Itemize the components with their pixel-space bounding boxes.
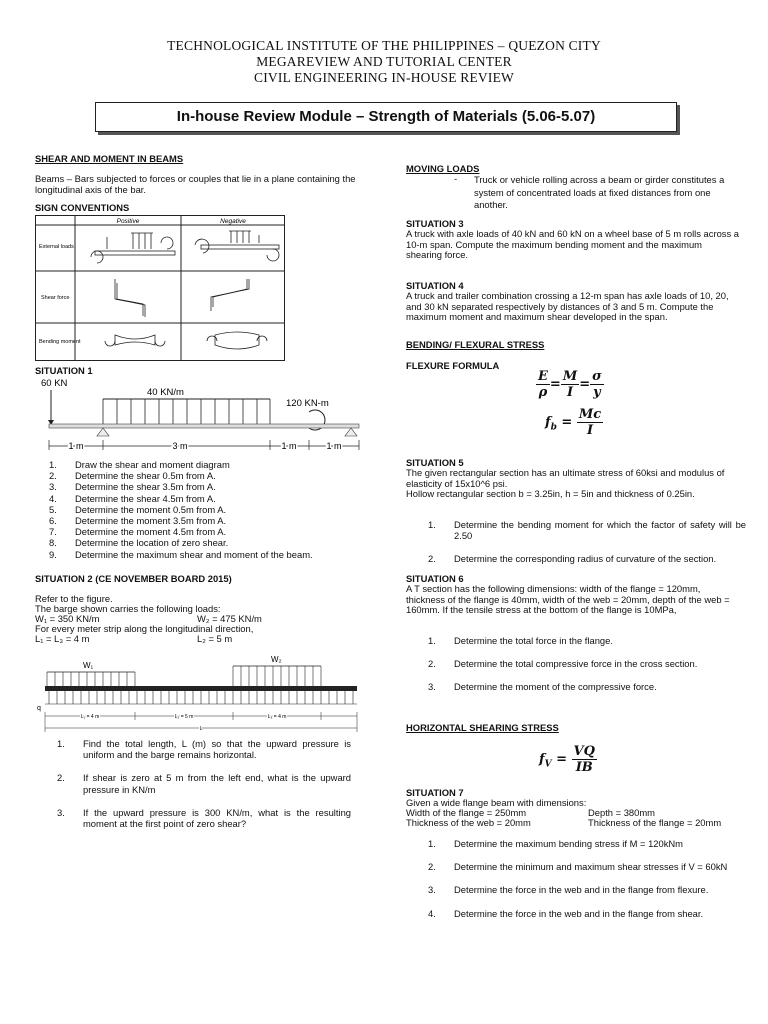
situation-5-heading: SITUATION 5 (406, 457, 464, 468)
list-item: 9. Determine the maximum shear and moment of the beam. (49, 548, 313, 560)
list-item: 3. Determine the shear 3.5m from A. (49, 481, 216, 493)
sit2-w2: W₂ = 475 KN/m (197, 613, 262, 624)
bending-stress-heading: BENDING/ FLEXURAL STRESS (406, 339, 545, 350)
situation-6-heading: SITUATION 6 (406, 573, 464, 584)
situation-2-barge-figure (35, 650, 365, 734)
dim-l2: L₂ = 5 m (174, 714, 194, 720)
center-name: MEGAREVIEW AND TUTORIAL CENTER (256, 54, 512, 69)
situation-7-dim-3: Thickness of the web = 20mm (406, 817, 531, 828)
sign-conventions-heading: SIGN CONVENTIONS (35, 202, 130, 213)
situation-7-questions (406, 838, 746, 931)
table-row-bending: Bending moment (39, 339, 81, 345)
q-label: q (37, 705, 41, 712)
point-load-label: 60 KN (41, 378, 68, 389)
w1-label: W₁ (83, 661, 94, 670)
dim-l1: L₁ = 4 m (80, 714, 100, 720)
situation-7-dim-4: Thickness of the flange = 20mm (588, 817, 722, 828)
flexure-equation-1: $\frac{E}{\rho}$ = $\frac{M}{I}$ = $\frac{\sigma}{y}$ (538, 369, 602, 400)
list-item: 2. Determine the shear 0.5m from A. (49, 470, 216, 482)
horizontal-shearing-heading: HORIZONTAL SHEARING STRESS (406, 722, 559, 733)
dim-2: 3 m (172, 441, 188, 451)
situation-5-text-1: The given rectangular section has an ultimate stress of 60ksi and modulus of elasticity of 15x10^6 psi. (406, 467, 725, 489)
table-col-positive: Positive (116, 218, 140, 225)
list-item: 2. If shear is zero at 5 m from the left end, what is the upward pressure in KN/m (57, 772, 351, 795)
sit2-intro-2: The barge shown carries the following loads: (35, 603, 221, 614)
sit2-l1: L₁ = L₃ = 4 m (35, 633, 90, 644)
situation-7-dim-1: Width of the flange = 250mm (406, 807, 527, 818)
situation-5-text-2: Hollow rectangular section b = 3.25in, h = 5in and thickness of 0.25in. (406, 488, 695, 499)
sit2-intro-1: Refer to the figure. (35, 593, 113, 604)
module-title: In-house Review Module – Strength of Materials (5.06-5.07) (95, 102, 677, 132)
list-item: 2. Determine the total compressive force in the cross section. (428, 658, 698, 670)
list-item: 1. Draw the shear and moment diagram (49, 459, 230, 470)
institute-name: TECHNOLOGICAL INSTITUTE OF THE PHILIPPINES – QUEZON CITY (167, 38, 601, 53)
list-item: 1. Determine the total force in the flange. (428, 635, 613, 646)
dim-l3: L₃ = 4 m (267, 714, 287, 720)
beams-definition: Beams – Bars subjected to forces or couples that lie in a plane containing the longitudinal axis of the bar. (35, 173, 356, 195)
moving-loads-heading: MOVING LOADS (406, 163, 480, 174)
situation-1-heading: SITUATION 1 (35, 365, 93, 376)
situation-2-heading: SITUATION 2 (CE NOVEMBER BOARD 2015) (35, 573, 232, 584)
situation-6-text: A T section has the following dimensions: width of the flange = 120mm, thickness of the flange is 40mm, width of the web = 20mm, depth of the web = 160mm. If the tensile stress at the bottom of the flange is 10MPa, (406, 583, 730, 616)
distributed-load-label: 40 KN/m (147, 387, 184, 398)
list-item: 1. Determine the bending moment for which the factor of safety will be 2.50 (428, 519, 746, 542)
table-row-shear: Shear force (41, 295, 70, 301)
situation-7-intro: Given a wide flange beam with dimensions: (406, 797, 587, 808)
list-item: 3. Determine the moment of the compressive force. (428, 681, 657, 693)
situation-6-questions (406, 635, 746, 705)
moving-loads-dash: - (454, 173, 458, 184)
list-item: 4. Determine the force in the web and in the flange from shear. (428, 907, 704, 919)
situation-7-heading: SITUATION 7 (406, 787, 464, 798)
table-col-negative: Negative (220, 218, 246, 225)
sit2-intro-3: For every meter strip along the longitudinal direction, (35, 623, 254, 634)
list-item: 7. Determine the moment 4.5m from A. (49, 526, 227, 538)
moment-load-label: 120 KN-m (286, 398, 329, 409)
list-item: 3. If the upward pressure is 300 KN/m, what is the resulting moment at the first point of zero shear? (57, 806, 351, 830)
situation-4-heading: SITUATION 4 (406, 280, 464, 291)
list-item: 6. Determine the moment 3.5m from A. (49, 515, 227, 527)
review-name: CIVIL ENGINEERING IN-HOUSE REVIEW (254, 70, 514, 85)
list-item: 2. Determine the corresponding radius of curvature of the section. (428, 553, 717, 565)
list-item: 1. Find the total length, L (m) so that the upward pressure is uniform and the barge remains horizontal. (57, 738, 351, 761)
list-item: 8. Determine the location of zero shear. (49, 537, 229, 549)
moving-loads-text: Truck or vehicle rolling across a beam or girder constitutes a system of concentrated loads at fixed distances from one another. (474, 174, 725, 211)
situation-3-text: A truck with axle loads of 40 kN and 60 kN on a wheel base of 5 m rolls across a 10-m span. Compute the maximum bending moment and the maximum shearing force. (406, 228, 739, 261)
list-item: 2. Determine the minimum and maximum shear stresses if V = 60kN (428, 861, 728, 873)
situation-2-questions (35, 738, 351, 841)
sit2-l2: L₂ = 5 m (197, 633, 233, 644)
shear-moment-heading: SHEAR AND MOMENT IN BEAMS (35, 153, 184, 164)
dim-3: 1 m (281, 441, 297, 451)
dim-1: 1 m (68, 441, 84, 451)
sit2-w1: W₁ = 350 KN/m (35, 613, 100, 624)
w2-label: W₂ (271, 655, 282, 664)
situation-1-questions (35, 459, 370, 560)
sign-convention-table (35, 215, 285, 361)
list-item: 1. Determine the maximum bending stress if M = 120kNm (428, 838, 683, 849)
situation-1-beam-figure (35, 376, 370, 454)
flexure-formula-heading: FLEXURE FORMULA (406, 360, 500, 371)
situation-3-heading: SITUATION 3 (406, 218, 464, 229)
situation-5-questions (406, 519, 746, 577)
table-row-external: External loads (39, 244, 74, 250)
situation-7-dim-2: Depth = 380mm (588, 807, 655, 818)
list-item: 4. Determine the shear 4.5m from A. (49, 492, 216, 504)
list-item: 5. Determine the moment 0.5m from A. (49, 503, 227, 515)
horizontal-shear-equation: $f_V$ = $\frac{VQ}{IB}$ (539, 744, 595, 775)
flexure-equation-2: $f_b$ = $\frac{Mc}{I}$ (545, 407, 602, 438)
dim-total: L (199, 726, 203, 732)
situation-4-text: A truck and trailer combination crossing a 12-m span has axle loads of 10, 20, and 30 kN separated respectively by distances of 3 and 5 m. Compute the maximum moment and maximum shear developed in the span. (406, 290, 729, 323)
list-item: 3. Determine the force in the web and in the flange from flexure. (428, 884, 709, 896)
dim-4: 1 m (326, 441, 342, 451)
